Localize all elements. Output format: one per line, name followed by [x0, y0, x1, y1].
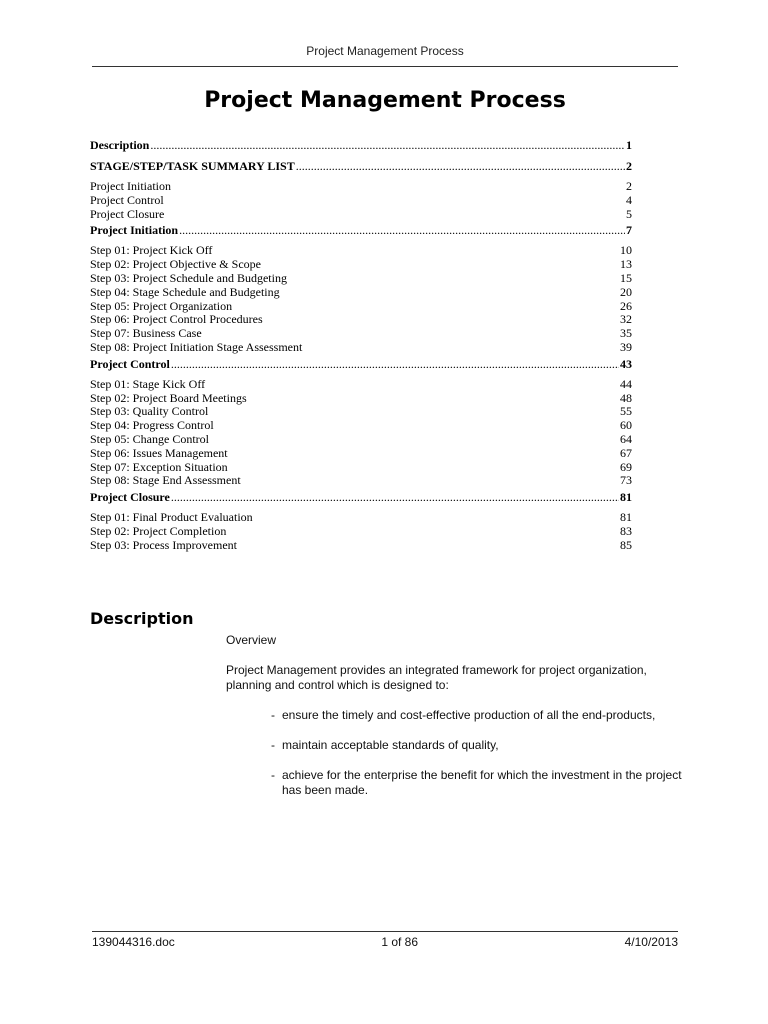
toc-entry-label: Step 01: Project Kick Off: [90, 243, 213, 258]
toc-entry-label: Step 05: Change Control: [90, 431, 209, 446]
toc-entry[interactable]: [90, 447, 632, 461]
toc-heading-page: 7: [626, 223, 632, 238]
toc-entry-page: 73: [620, 473, 632, 488]
toc-entry-page: 48: [620, 390, 632, 405]
toc-entry-label: Step 01: Final Product Evaluation: [90, 510, 253, 525]
toc-heading-label: Project Control: [90, 356, 170, 371]
toc-entry[interactable]: [90, 272, 632, 286]
toc-entry[interactable]: [90, 433, 632, 447]
list-item: [226, 738, 686, 753]
toc-entry-page: 64: [620, 431, 632, 446]
overview-label: Overview: [226, 633, 277, 647]
list-item-text: achieve for the enterprise the benefit for which the investment in the project has been made.: [282, 768, 682, 797]
toc-entry-label: Step 02: Project Objective & Scope: [90, 257, 261, 272]
toc-entry-page: 13: [620, 257, 632, 272]
list-marker: -: [271, 708, 275, 722]
toc-entry-label: Step 02: Project Completion: [90, 523, 227, 538]
toc-heading-label: Project Closure: [90, 490, 170, 505]
toc-heading-page: 1: [626, 138, 632, 152]
description-body: [226, 633, 686, 813]
toc-entry-page: 2: [626, 179, 632, 193]
toc-entry[interactable]: [90, 327, 632, 341]
toc-entry-label: Step 08: Stage End Assessment: [90, 473, 241, 488]
list-item-text: maintain acceptable standards of quality,: [282, 738, 499, 752]
list-item: [226, 708, 686, 723]
toc-entry[interactable]: [90, 378, 632, 392]
toc-entry[interactable]: [90, 341, 632, 355]
list-marker: -: [271, 738, 275, 752]
toc-entry-page: 85: [620, 537, 632, 552]
toc-entry[interactable]: [90, 300, 632, 314]
toc-heading[interactable]: [90, 490, 632, 505]
toc-entry[interactable]: [90, 539, 632, 553]
toc-entry-label: Project Control: [90, 192, 164, 207]
toc-entry[interactable]: [90, 208, 632, 222]
toc-entry-label: Step 02: Project Board Meetings: [90, 390, 247, 405]
toc-entry[interactable]: [90, 392, 632, 406]
toc-entry[interactable]: [90, 525, 632, 539]
toc-entry-page: 26: [620, 298, 632, 313]
toc-section-project-control: [90, 357, 632, 488]
toc-entry-page: 69: [620, 459, 632, 474]
toc-heading-page: 81: [620, 490, 632, 505]
toc-entry-page: 67: [620, 445, 632, 460]
toc-leader-dots: [150, 138, 625, 153]
toc-heading-page: 43: [620, 356, 632, 371]
toc-leader-dots: [296, 159, 625, 174]
toc-entry-page: 55: [620, 404, 632, 419]
footer-filename: 139044316.doc: [92, 935, 175, 949]
toc-section-project-closure: [90, 490, 632, 552]
list-marker: -: [271, 768, 275, 782]
toc-heading-page: 2: [626, 159, 632, 173]
section-heading-description: Description: [90, 609, 194, 628]
toc-entry-label: Step 07: Exception Situation: [90, 459, 228, 474]
toc-entry-page: 39: [620, 339, 632, 354]
toc-entry-page: 4: [626, 192, 632, 207]
toc-leader-dots: [171, 490, 619, 505]
toc-entry-page: 44: [620, 376, 632, 391]
toc-entry-label: Project Closure: [90, 206, 165, 221]
toc-leader-dots: [179, 223, 625, 238]
toc-entry-label: Step 03: Quality Control: [90, 404, 209, 419]
table-of-contents: [90, 138, 632, 555]
toc-entry[interactable]: [90, 474, 632, 488]
toc-heading-label: Project Initiation: [90, 223, 179, 238]
footer-page-number: 1 of 86: [381, 935, 419, 949]
document-title: Project Management Process: [204, 88, 566, 113]
toc-heading[interactable]: [90, 138, 632, 153]
toc-entry[interactable]: [90, 180, 632, 194]
toc-entry[interactable]: [90, 313, 632, 327]
toc-entry[interactable]: [90, 258, 632, 272]
toc-leader-dots: [171, 357, 619, 372]
toc-entry-label: Project Initiation: [90, 179, 171, 193]
toc-entry[interactable]: [90, 194, 632, 208]
toc-entry-label: Step 06: Project Control Procedures: [90, 312, 263, 327]
toc-entry[interactable]: [90, 461, 632, 475]
intro-paragraph: Project Management provides an integrated framework for project organization, planning and control which is designed to:: [226, 663, 647, 692]
toc-entry-label: Step 01: Stage Kick Off: [90, 376, 206, 391]
toc-entry-page: 35: [620, 326, 632, 341]
toc-section-project-initiation: [90, 223, 632, 354]
toc-entry-label: Step 03: Process Improvement: [90, 537, 237, 552]
toc-entry-label: Step 03: Project Schedule and Budgeting: [90, 270, 287, 285]
page-footer: [92, 935, 678, 949]
toc-entry-page: 15: [620, 270, 632, 285]
toc-entry-label: Step 07: Business Case: [90, 326, 202, 341]
objective-list: [226, 708, 686, 798]
toc-entry-page: 32: [620, 312, 632, 327]
toc-entry-label: Step 08: Project Initiation Stage Assessment: [90, 339, 303, 354]
toc-entry[interactable]: [90, 419, 632, 433]
toc-section-description: [90, 138, 632, 153]
toc-entry[interactable]: [90, 286, 632, 300]
toc-entry-page: 20: [620, 284, 632, 299]
toc-entry-page: 5: [626, 206, 632, 221]
toc-entry-label: Step 05: Project Organization: [90, 298, 233, 313]
toc-heading[interactable]: [90, 159, 632, 174]
toc-entry-page: 83: [620, 523, 632, 538]
toc-entry-page: 81: [620, 510, 632, 525]
toc-entry[interactable]: [90, 405, 632, 419]
toc-entry-label: Step 04: Progress Control: [90, 418, 214, 433]
toc-entry-page: 10: [620, 243, 632, 258]
footer-rule: [92, 931, 678, 932]
toc-heading[interactable]: [90, 223, 632, 238]
toc-entry-label: Step 04: Stage Schedule and Budgeting: [90, 284, 280, 299]
toc-entry-page: 60: [620, 418, 632, 433]
toc-entry-label: Step 06: Issues Management: [90, 445, 228, 460]
running-header: Project Management Process: [306, 44, 464, 58]
toc-heading-label: Description: [90, 138, 150, 152]
header-rule: [92, 66, 678, 67]
toc-entry[interactable]: [90, 244, 632, 258]
toc-heading[interactable]: [90, 357, 632, 372]
toc-heading-label: STAGE/STEP/TASK SUMMARY LIST: [90, 159, 295, 173]
list-item-text: ensure the timely and cost-effective production of all the end-products,: [282, 708, 656, 722]
toc-section-summary: [90, 159, 632, 221]
toc-entry[interactable]: [90, 511, 632, 525]
list-item: [226, 768, 686, 798]
footer-date: 4/10/2013: [624, 935, 678, 949]
